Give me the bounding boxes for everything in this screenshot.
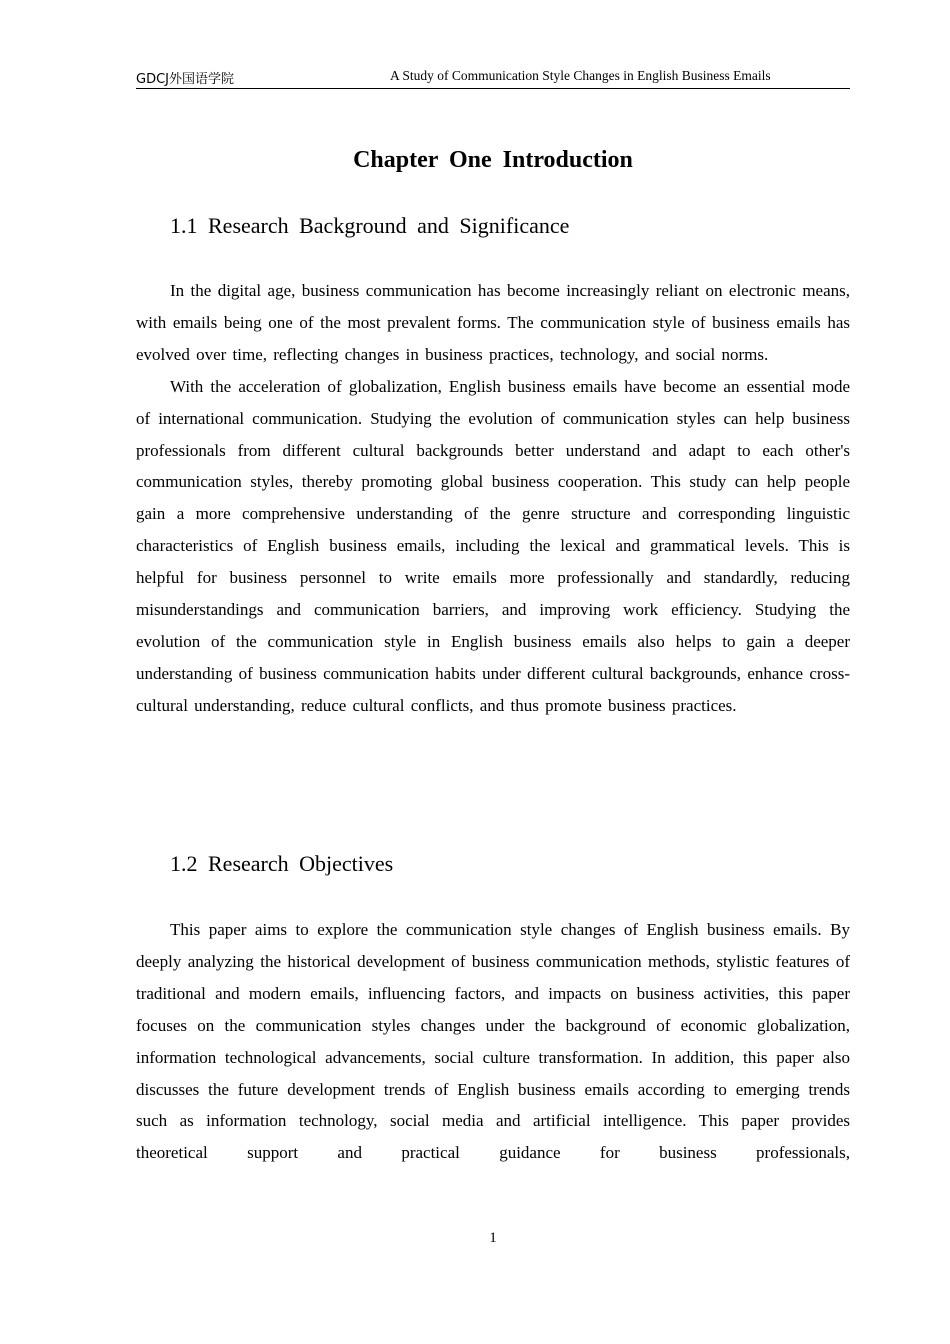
paragraph: This paper aims to explore the communication style changes of English business emails. By deeply analyzing the historical development of business communication methods, stylistic features of traditional and modern emails, influencing factors, and impacts on business activities, this paper focuses on the communication styles changes under the background of economic globalization, information technological advancements, social culture transformation. In addition, this paper also discusses the future development trends of English business emails according to emerging trends such as information technology, social media and artificial intelligence. This paper provides theoretical support and practical guidance for business professionals, — [136, 920, 850, 1163]
header-institution: GDCJ外国语学院 — [136, 72, 234, 87]
header-paper-title: A Study of Communication Style Changes in English Business Emails — [390, 68, 771, 83]
chapter-title: Chapter One Introduction — [353, 147, 633, 173]
paragraph: In the digital age, business communication has become increasingly reliant on electronic means, with emails being one of the most prevalent forms. The communication style of business emails has evolved over time, reflecting changes in business practices, technology, and social norms. — [136, 281, 850, 364]
section-heading-1-2: 1.2 Research Objectives — [170, 851, 394, 876]
section-body-1-1 — [136, 275, 850, 722]
paragraph: With the acceleration of globalization, English business emails have become an essential mode of international communication. Studying the evolution of communication styles can help business professionals from different cultural backgrounds better understand and adapt to each other's communication styles, thereby promoting global business cooperation. This study can help people gain a more comprehensive understanding of the genre structure and corresponding linguistic characteristics of English business emails, including the lexical and grammatical levels. This is helpful for business personnel to write emails more professionally and standardly, reducing misunderstandings and communication barriers, and improving work efficiency. Studying the evolution of the communication style in English business emails also helps to gain a deeper understanding of business communication habits under different cultural backgrounds, enhance cross-cultural understanding, reduce cultural conflicts, and thus promote business practices. — [136, 376, 850, 715]
running-header — [136, 66, 850, 89]
page-number: 1 — [489, 1230, 497, 1246]
section-heading-1-1: 1.1 Research Background and Significance — [170, 213, 570, 238]
section-body-1-2 — [136, 914, 850, 1169]
